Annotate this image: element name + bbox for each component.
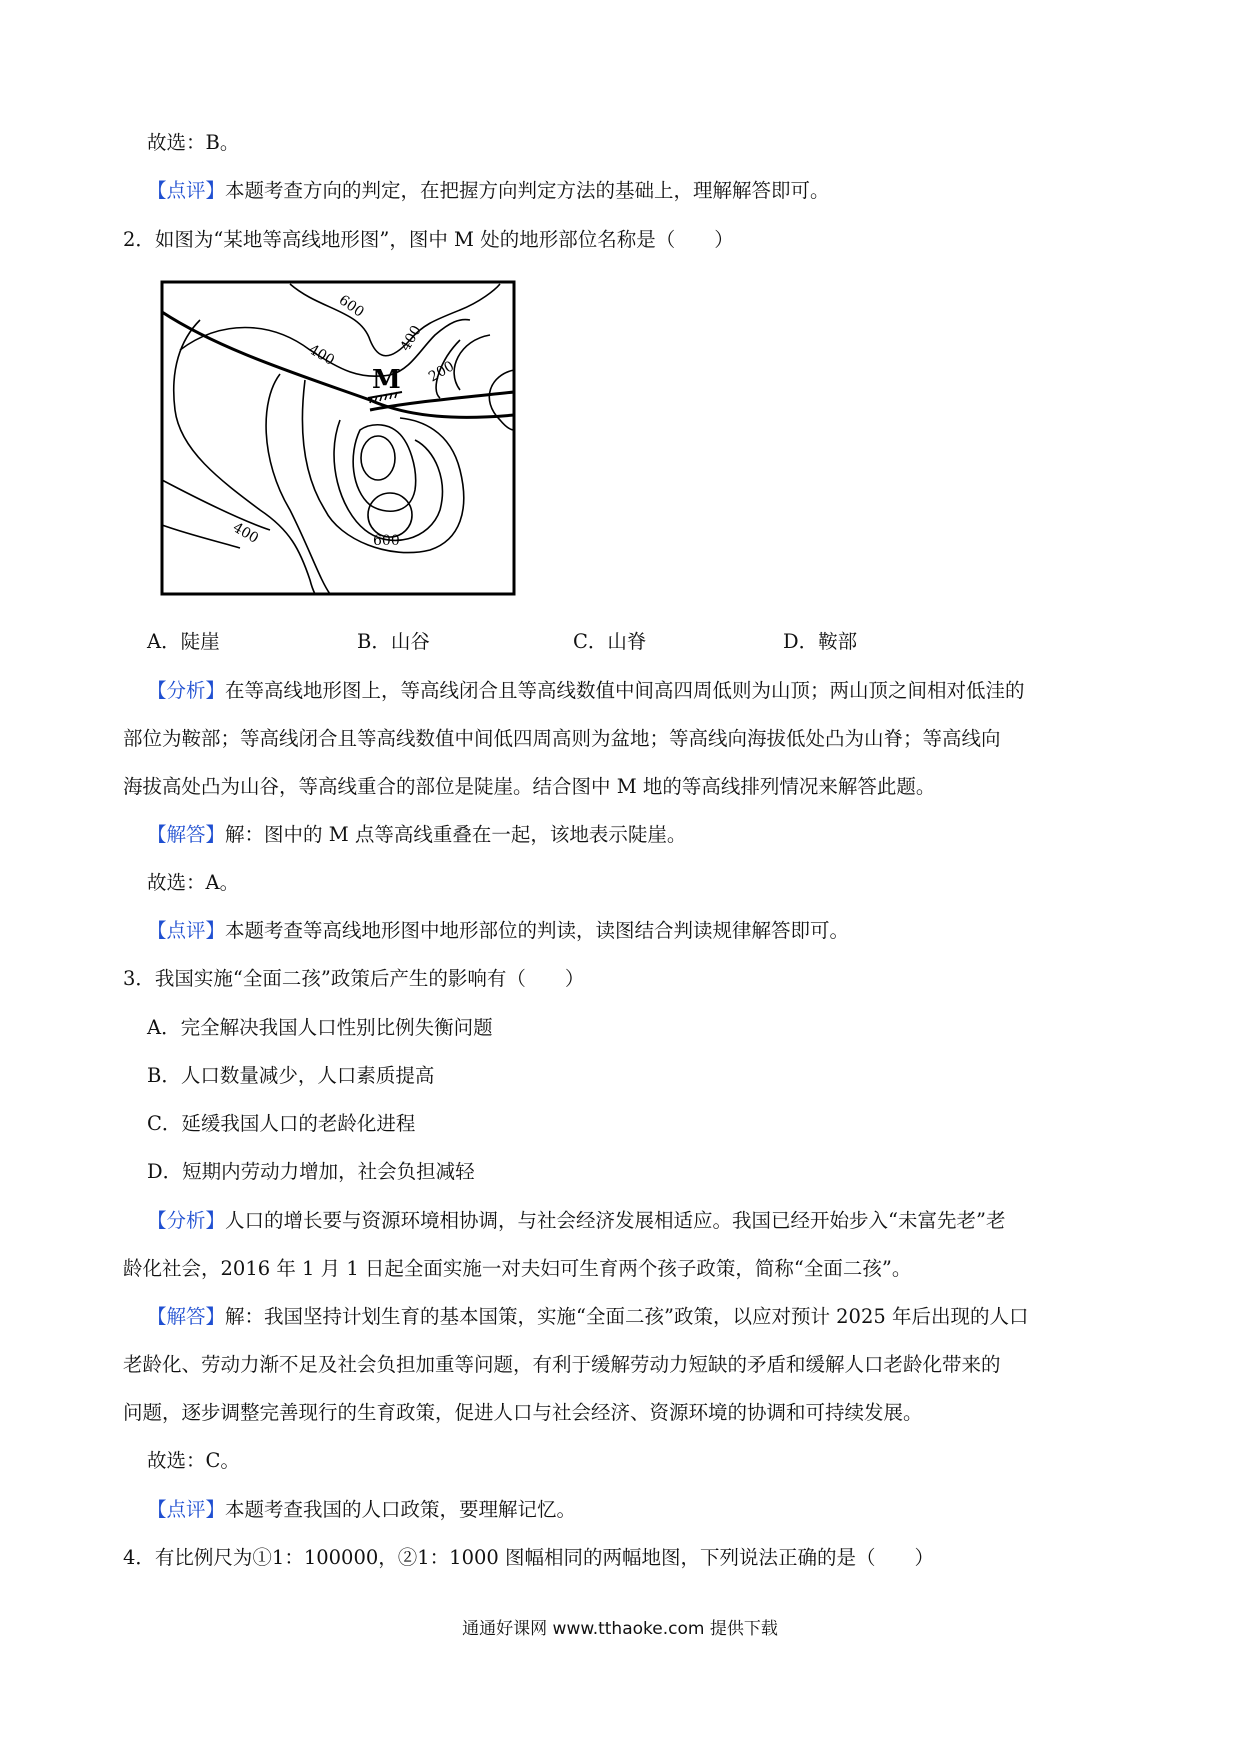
q3-option-d: D．短期内劳动力增加，社会负担减轻: [147, 1160, 475, 1183]
page-footer: 通通好课网 www.tthaoke.com 提供下载: [462, 1619, 778, 1639]
solution-text: 解：我国坚持计划生育的基本国策，实施“全面二孩”政策，以应对预计 2025 年后出现的人口: [225, 1305, 1029, 1328]
map-frame: [162, 282, 514, 594]
q2-option-c: C．山脊: [573, 630, 647, 653]
q3-option-a: A．完全解决我国人口性别比例失衡问题: [147, 1016, 493, 1039]
q3-option-c: C．延缓我国人口的老龄化进程: [147, 1112, 416, 1135]
contour-label-600-top: 600: [335, 292, 367, 321]
contour-map: [160, 280, 516, 596]
q3-solution-3: 问题，逐步调整完善现行的生育政策，促进人口与社会经济、资源环境的协调和可持续发展。: [123, 1401, 923, 1424]
q3-solution-1: [147, 1304, 1028, 1330]
m-label: M: [372, 365, 401, 395]
solution-tag: 【解答】: [147, 823, 226, 846]
q2-solution: [147, 822, 686, 848]
q1-answer: 故选：B。: [147, 131, 240, 154]
contour-label-200: 200: [426, 358, 458, 386]
q3-analysis-2: 龄化社会，2016 年 1 月 1 日起全面实施一对夫妇可生育两个孩子政策，简称“全面二孩”。: [123, 1257, 912, 1280]
review-text: 本题考查等高线地形图中地形部位的判读，读图结合判读规律解答即可。: [225, 919, 850, 942]
q2-analysis-2: 部位为鞍部；等高线闭合且等高线数值中间低四周高则为盆地；等高线向海拔低处凸为山脊；等高线向: [123, 727, 1001, 750]
q2-option-d: D．鞍部: [783, 630, 858, 653]
q3-review: [147, 1497, 576, 1523]
q2-answer: 故选：A。: [147, 871, 240, 894]
contour-label-600-bottom: 600: [373, 533, 400, 549]
q2-stem: 2．如图为“某地等高线地形图”，图中 M 处的地形部位名称是（ ）: [123, 228, 734, 251]
q2-analysis-1: [147, 678, 1025, 704]
contour-label-400-right: 400: [397, 322, 425, 354]
analysis-tag: 【分析】: [147, 679, 226, 702]
review-tag: 【点评】: [147, 179, 226, 202]
review-tag: 【点评】: [147, 1498, 226, 1521]
analysis-text: 人口的增长要与资源环境相协调，与社会经济发展相适应。我国已经开始步入“未富先老”老: [225, 1209, 1006, 1232]
q2-option-a: A．陡崖: [147, 630, 220, 653]
q4-stem: 4．有比例尺为①1：100000，②1：1000 图幅相同的两幅地图，下列说法正确的是（ ）: [123, 1546, 934, 1569]
solution-text: 解：图中的 M 点等高线重叠在一起，该地表示陡崖。: [225, 823, 687, 846]
review-text: 本题考查我国的人口政策，要理解记忆。: [225, 1498, 577, 1521]
q3-analysis-1: [147, 1208, 1005, 1234]
q3-answer: 故选：C。: [147, 1449, 240, 1472]
q2-analysis-3: 海拔高处凸为山谷，等高线重合的部位是陡崖。结合图中 M 地的等高线排列情况来解答此题。: [123, 775, 936, 798]
solution-tag: 【解答】: [147, 1305, 226, 1328]
q3-stem: 3．我国实施“全面二孩”政策后产生的影响有（ ）: [123, 967, 585, 990]
q3-solution-2: 老龄化、劳动力渐不足及社会负担加重等问题，有利于缓解劳动力短缺的矛盾和缓解人口老龄化带来的: [123, 1353, 1001, 1376]
contour-label-400-bottom: 400: [230, 519, 262, 547]
q3-option-b: B．人口数量减少，人口素质提高: [147, 1064, 435, 1087]
q1-review: [147, 178, 830, 204]
analysis-tag: 【分析】: [147, 1209, 226, 1232]
review-tag: 【点评】: [147, 919, 226, 942]
q2-review: [147, 918, 849, 944]
q2-option-b: B．山谷: [357, 630, 430, 653]
review-text: 本题考查方向的判定，在把握方向判定方法的基础上，理解解答即可。: [225, 179, 830, 202]
analysis-text: 在等高线地形图上，等高线闭合且等高线数值中间高四周低则为山顶；两山顶之间相对低洼的: [225, 679, 1025, 702]
contour-label-400-left: 400: [306, 341, 338, 369]
